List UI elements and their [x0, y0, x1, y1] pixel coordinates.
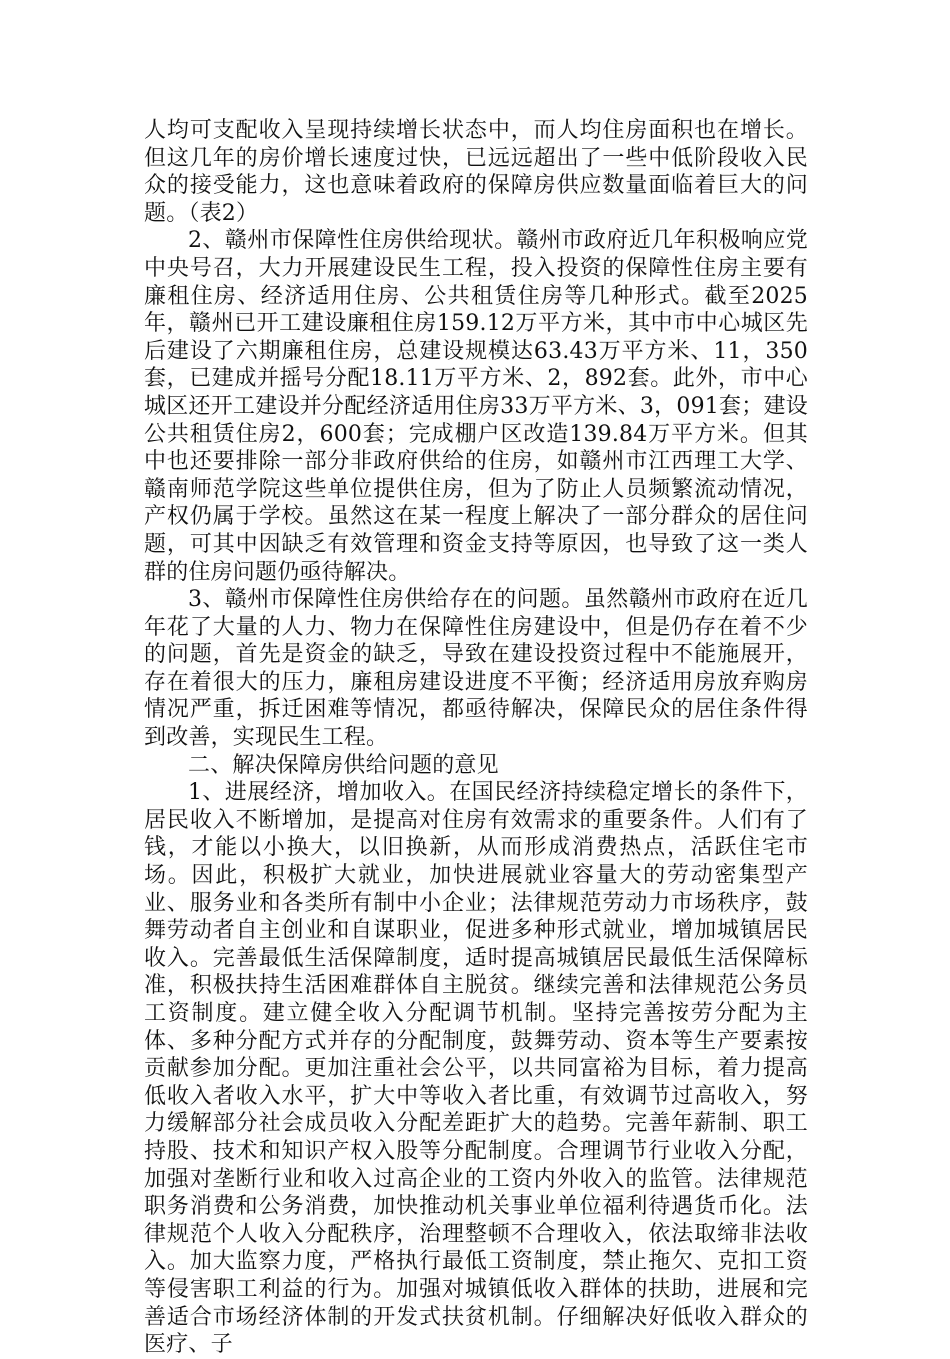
- paragraph-economy-income: 1、进展经济，增加收入。在国民经济持续稳定增长的条件下，居民收入不断增加，是提高对住房有效需求的重要条件。人们有了钱，才能以小换大，以旧换新，从而形成消费热点，活跃住宅市场。因此，积极扩大就业，加快进展就业容量大的劳动密集型产业、服务业和各类所有制中小企业；法律规范劳动力市场秩序，鼓舞劳动者自主创业和自谋职业，促进多种形式就业，增加城镇居民收入。完善最低生活保障制度，适时提高城镇居民最低生活保障标准，积极扶持生活困难群体自主脱贫。继续完善和法律规范公务员工资制度。建立健全收入分配调节机制。坚持完善按劳分配为主体、多种分配方式并存的分配制度，鼓舞劳动、资本等生产要素按贡献参加分配。更加注重社会公平，以共同富裕为目标，着力提高低收入者收入水平，扩大中等收入者比重，有效调节过高收入，努力缓解部分社会成员收入分配差距扩大的趋势。完善年薪制、职工持股、技术和知识产权入股等分配制度。合理调节行业收入分配，加强对垄断行业和收入过高企业的工资内外收入的监管。法律规范职务消费和公务消费，加快推动机关事业单位福利待遇货币化。法律规范个人收入分配秩序，治理整顿不合理收入，依法取缔非法收入。加大监察力度，严格执行最低工资制度，禁止拖欠、克扣工资等侵害职工利益的行为。加强对城镇低收入群体的扶助，进展和完善适合市场经济体制的开发式扶贫机制。仔细解决好低收入群众的医疗、子: [144, 780, 808, 1358]
- paragraph-supply-problems: 3、赣州市保障性住房供给存在的问题。虽然赣州市政府在近几年花了大量的人力、物力在保障性住房建设中，但是仍存在着不少的问题，首先是资金的缺乏，导致在建设投资过程中不能施展开，存在着很大的压力，廉租房建设进度不平衡；经济适用房放弃购房情况严重，拆迁困难等情况，都亟待解决，保障民众的居住条件得到改善，实现民生工程。: [144, 587, 808, 751]
- document-page: [144, 117, 808, 1359]
- section-heading: 二、解决保障房供给问题的意见: [188, 752, 499, 778]
- paragraph-supply-status: 2、赣州市保障性住房供给现状。赣州市政府近几年积极响应党中央号召，大力开展建设民生工程，投入投资的保障性住房主要有廉租住房、经济适用住房、公共租赁住房等几种形式。截至2025年，赣州已开工建设廉租住房159.12万平方米，其中市中心城区先后建设了六期廉租住房，总建设规模达63.43万平方米、11，350套，已建成并摇号分配18.11万平方米、2，892套。此外，市中心城区还开工建设并分配经济适用住房33万平方米、3，091套；建设公共租赁住房2，600套；完成棚户区改造139.84万平方米。但其中也还要排除一部分非政府供给的住房，如赣州市江西理工大学、赣南师范学院这些单位提供住房，但为了防止人员频繁流动情况，产权仍属于学校。虽然这在某一程度上解决了一部分群众的居住问题，可其中因缺乏有效管理和资金支持等原因，也导致了这一类人群的住房问题仍亟待解决。: [144, 228, 808, 585]
- paragraph-continuation: 人均可支配收入呈现持续增长状态中，而人均住房面积也在增长。但这几年的房价增长速度过快，已远远超出了一些中低阶段收入民众的接受能力，这也意味着政府的保障房供应数量面临着巨大的问题。（表2）: [144, 118, 808, 226]
